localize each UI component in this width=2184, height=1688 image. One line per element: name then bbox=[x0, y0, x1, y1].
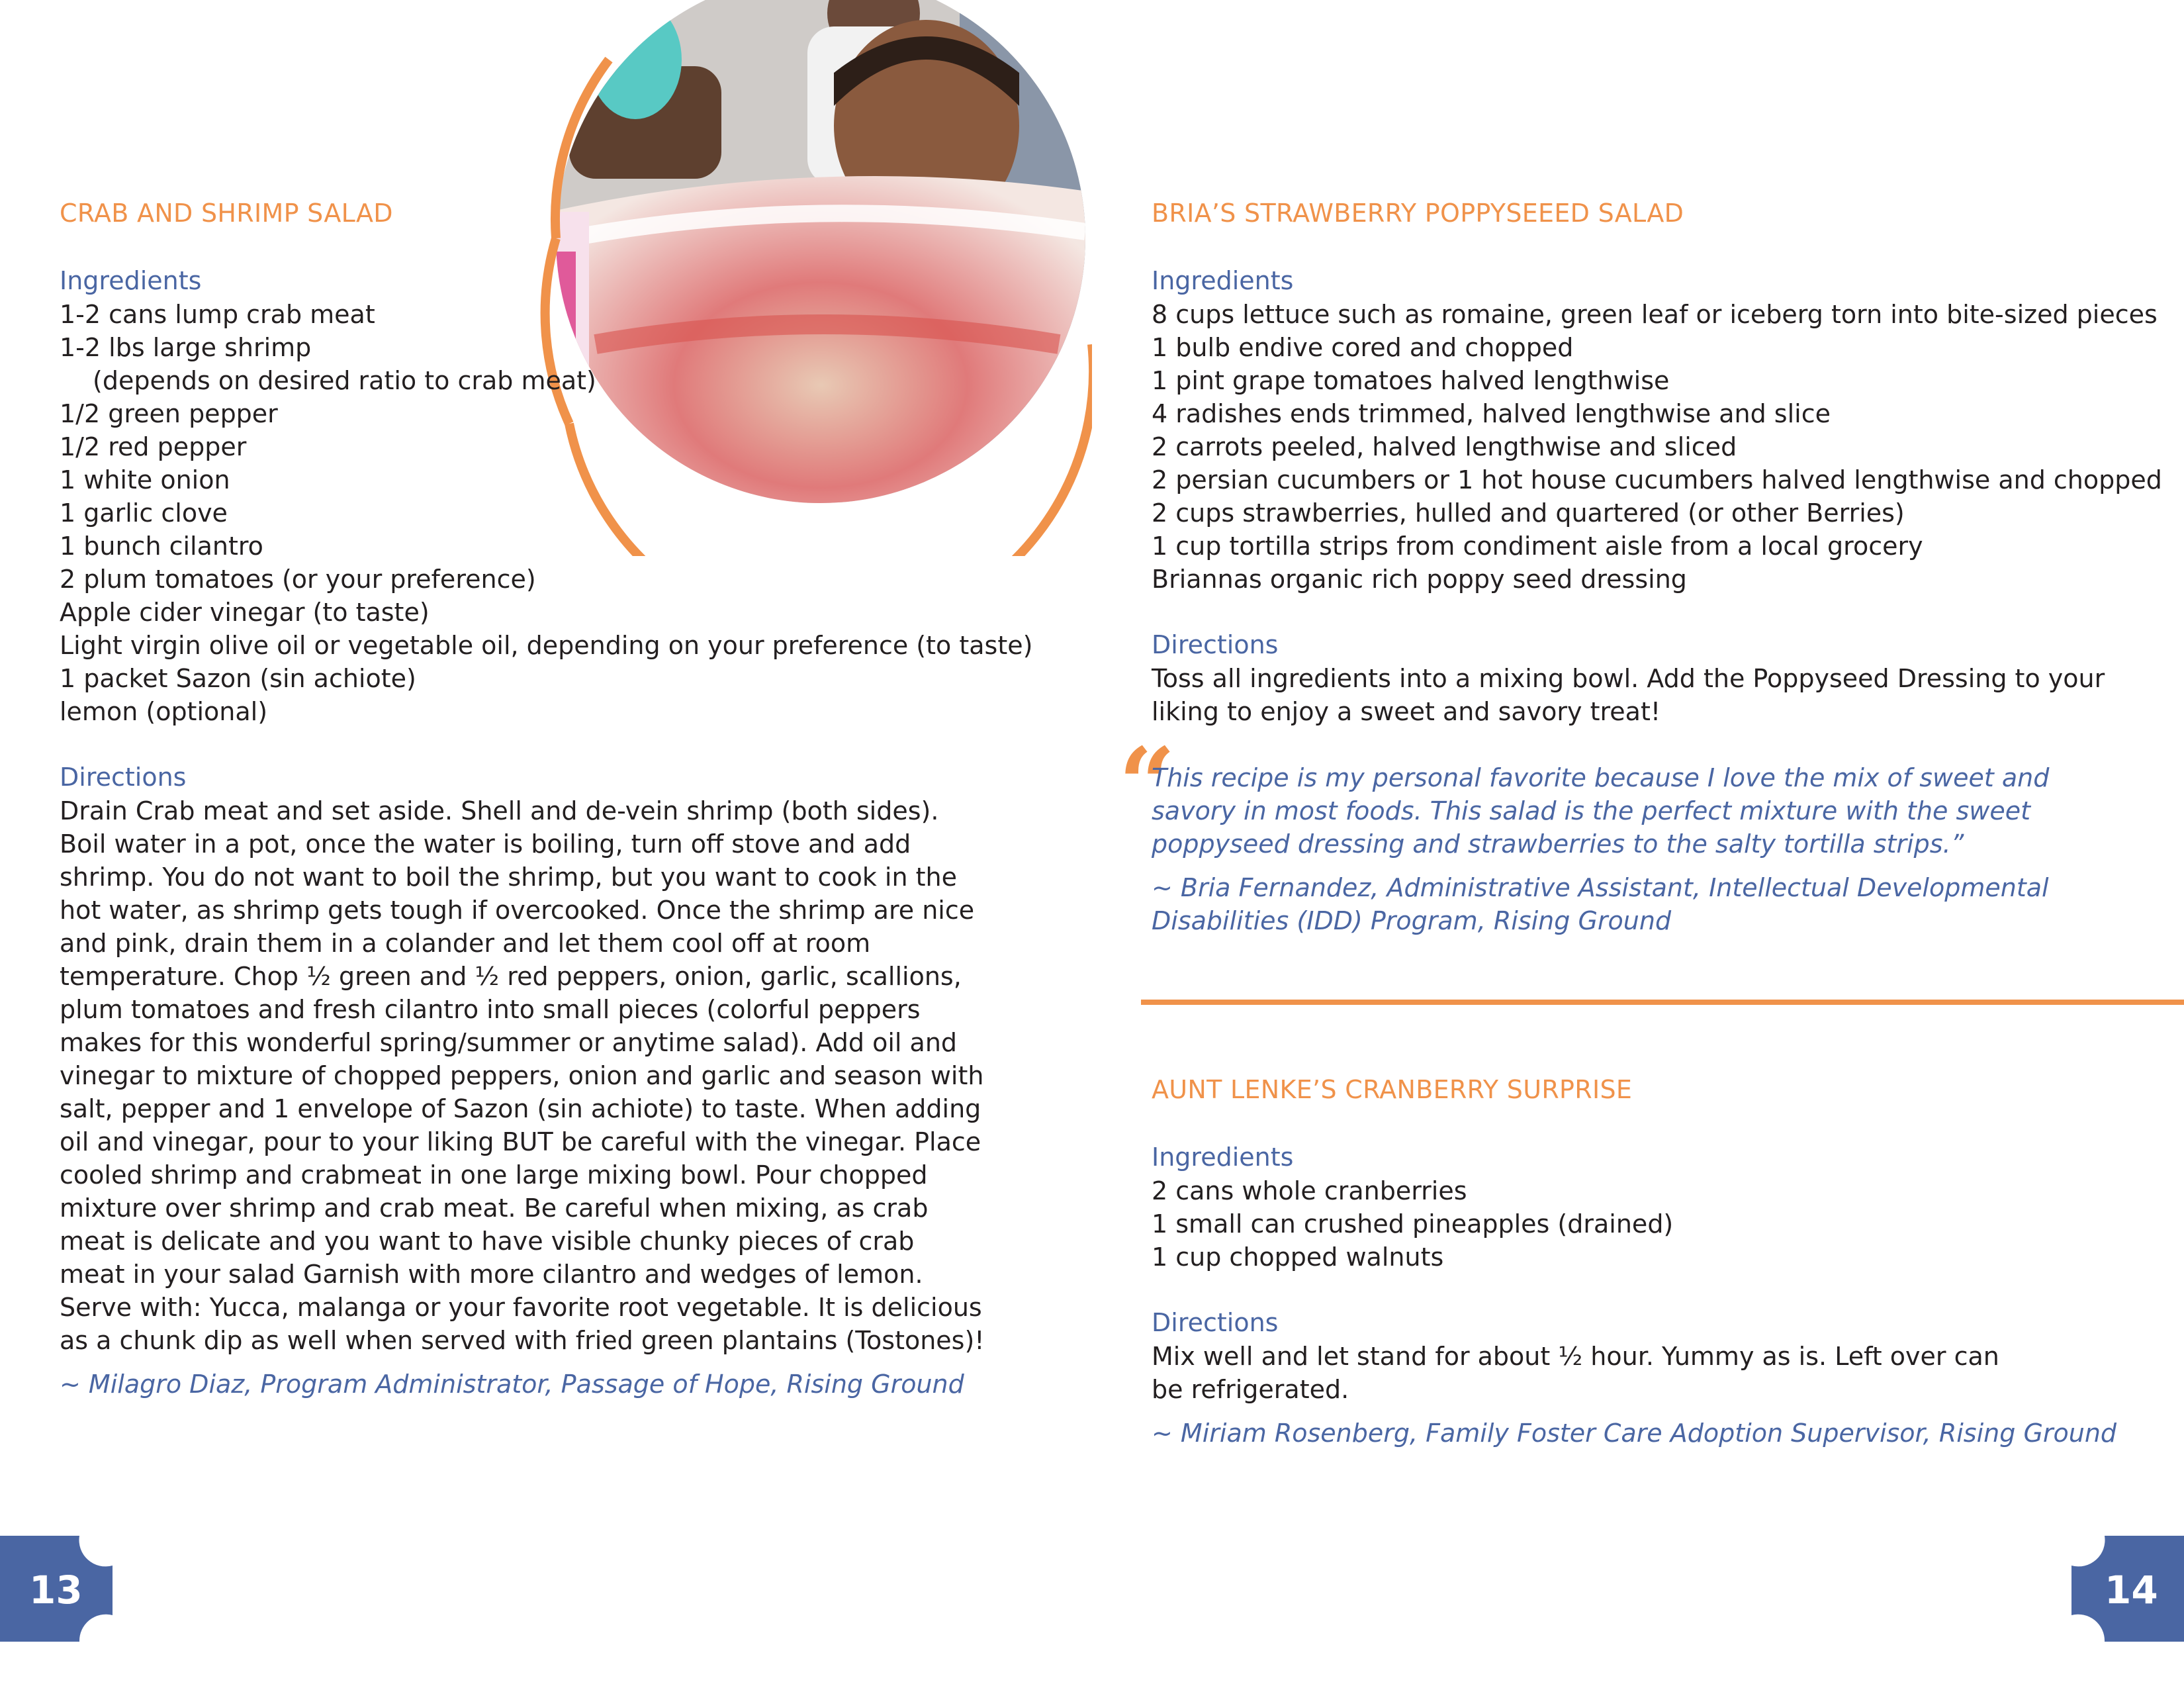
section-divider bbox=[1141, 1000, 2184, 1005]
ingredients-heading: Ingredients bbox=[1152, 1143, 1294, 1172]
recipe-title: CRAB AND SHRIMP SALAD bbox=[60, 199, 393, 228]
ingredient: 1-2 cans lump crab meat bbox=[60, 300, 375, 329]
directions-heading: Directions bbox=[60, 763, 187, 792]
ingredient: 1 small can crushed pineapples (drained) bbox=[1152, 1209, 1674, 1239]
ingredient: 2 cans whole cranberries bbox=[1152, 1176, 1467, 1205]
directions-heading: Directions bbox=[1152, 630, 1279, 659]
ingredient: lemon (optional) bbox=[60, 697, 268, 726]
ingredients-list bbox=[1152, 1174, 1673, 1274]
ingredient: Apple cider vinegar (to taste) bbox=[60, 598, 430, 627]
ingredients-list bbox=[1152, 298, 2162, 596]
ingredients-heading: Ingredients bbox=[60, 266, 202, 295]
ingredient: 1 white onion bbox=[60, 465, 230, 494]
attribution: ~ Milagro Diaz, Program Administrator, Passage of Hope, Rising Ground bbox=[60, 1370, 964, 1399]
quote-mark-icon: “ bbox=[1118, 726, 1176, 843]
directions-heading: Directions bbox=[1152, 1308, 1279, 1337]
ingredient: 1/2 red pepper bbox=[60, 432, 247, 461]
ingredient: 2 carrots peeled, halved lengthwise and sliced bbox=[1152, 432, 1737, 461]
ingredient: 8 cups lettuce such as romaine, green leaf or iceberg torn into bite-sized pieces bbox=[1152, 300, 2158, 329]
ingredient: 1 bulb endive cored and chopped bbox=[1152, 333, 1574, 362]
ingredient: 1-2 lbs large shrimp bbox=[60, 333, 312, 362]
ingredient: 4 radishes ends trimmed, halved lengthwise and slice bbox=[1152, 399, 1831, 428]
ingredient: Briannas organic rich poppy seed dressing bbox=[1152, 565, 1687, 594]
page-number-right: 14 bbox=[2105, 1568, 2158, 1613]
ingredients-heading: Ingredients bbox=[1152, 266, 1294, 295]
ingredient: 1 packet Sazon (sin achiote) bbox=[60, 664, 416, 693]
ingredient: 2 persian cucumbers or 1 hot house cucumbers halved lengthwise and chopped bbox=[1152, 465, 2162, 494]
attribution: ~ Bria Fernandez, Administrative Assistant, Intellectual Developmental Disabilities (IDD) Program, Rising Ground bbox=[1152, 873, 2049, 935]
directions-text: Toss all ingredients into a mixing bowl. Add the Poppyseed Dressing to your liking to enjoy a sweet and savory treat! bbox=[1152, 664, 2105, 726]
ingredient: 1 cup tortilla strips from condiment aisle from a local grocery bbox=[1152, 532, 1923, 561]
ingredient: 1 bunch cilantro bbox=[60, 532, 263, 561]
ingredient-note: (depends on desired ratio to crab meat) bbox=[93, 366, 596, 395]
page-number-left: 13 bbox=[29, 1568, 83, 1613]
recipe-title: AUNT LENKE’S CRANBERRY SURPRISE bbox=[1152, 1075, 1633, 1104]
ingredient: 1/2 green pepper bbox=[60, 399, 278, 428]
ingredient: 2 plum tomatoes (or your preference) bbox=[60, 565, 536, 594]
ingredient: 1 garlic clove bbox=[60, 498, 228, 528]
directions-text: Mix well and let stand for about ½ hour. Yummy as is. Left over can be refrigerated. bbox=[1152, 1342, 1999, 1404]
ingredient: 2 cups strawberries, hulled and quartered (or other Berries) bbox=[1152, 498, 1905, 528]
serve-with-text: Serve with: Yucca, malanga or your favorite root vegetable. It is delicious as a chunk dip as well when served with fried green plantains (Tostones)! bbox=[60, 1293, 985, 1355]
quote-text: This recipe is my personal favorite because I love the mix of sweet and savory in most foods. This salad is the perfect mixture with the sweet poppyseed dressing and strawberries to the salty tortilla strips.” bbox=[1152, 763, 2050, 859]
ingredient: 1 pint grape tomatoes halved lengthwise bbox=[1152, 366, 1670, 395]
ingredient: 1 cup chopped walnuts bbox=[1152, 1243, 1444, 1272]
recipe-title: BRIA’S STRAWBERRY POPPYSEEED SALAD bbox=[1152, 199, 1684, 228]
directions-text: Drain Crab meat and set aside. Shell and de-vein shrimp (both sides). Boil water in a pot, once the water is boiling, turn off stove and add shrimp. You do not want to boil the shrimp, but you want to cook in the hot water, as shrimp gets tough if overcooked. Once the shrimp are nice and pink, drain them in a colander and let them cool off at room temperature. Chop ½ green and ½ red peppers, onion, garlic, scallions, plum tomatoes and fresh cilantro into small pieces (colorful peppers makes for this wonderful spring/summer or anytime salad). Add oil and vinegar to mixture of chopped peppers, onion and garlic and season with salt, pepper and 1 envelope of Sazon (sin achiote) to taste. When adding oil and vinegar, pour to your liking BUT be careful with the vinegar. Place cooled shrimp and crabmeat in one large mixing bowl. Pour chopped mixture over shrimp and crab meat. Be careful when mixing, as crab meat is delicate and you want to have visible chunky pieces of crab meat in your salad Garnish with more cilantro and wedges of lemon. bbox=[60, 796, 984, 1289]
attribution: ~ Miriam Rosenberg, Family Foster Care Adoption Supervisor, Rising Ground bbox=[1152, 1419, 2117, 1448]
ingredients-list bbox=[60, 298, 1032, 728]
ingredient: Light virgin olive oil or vegetable oil, depending on your preference (to taste) bbox=[60, 631, 1033, 660]
